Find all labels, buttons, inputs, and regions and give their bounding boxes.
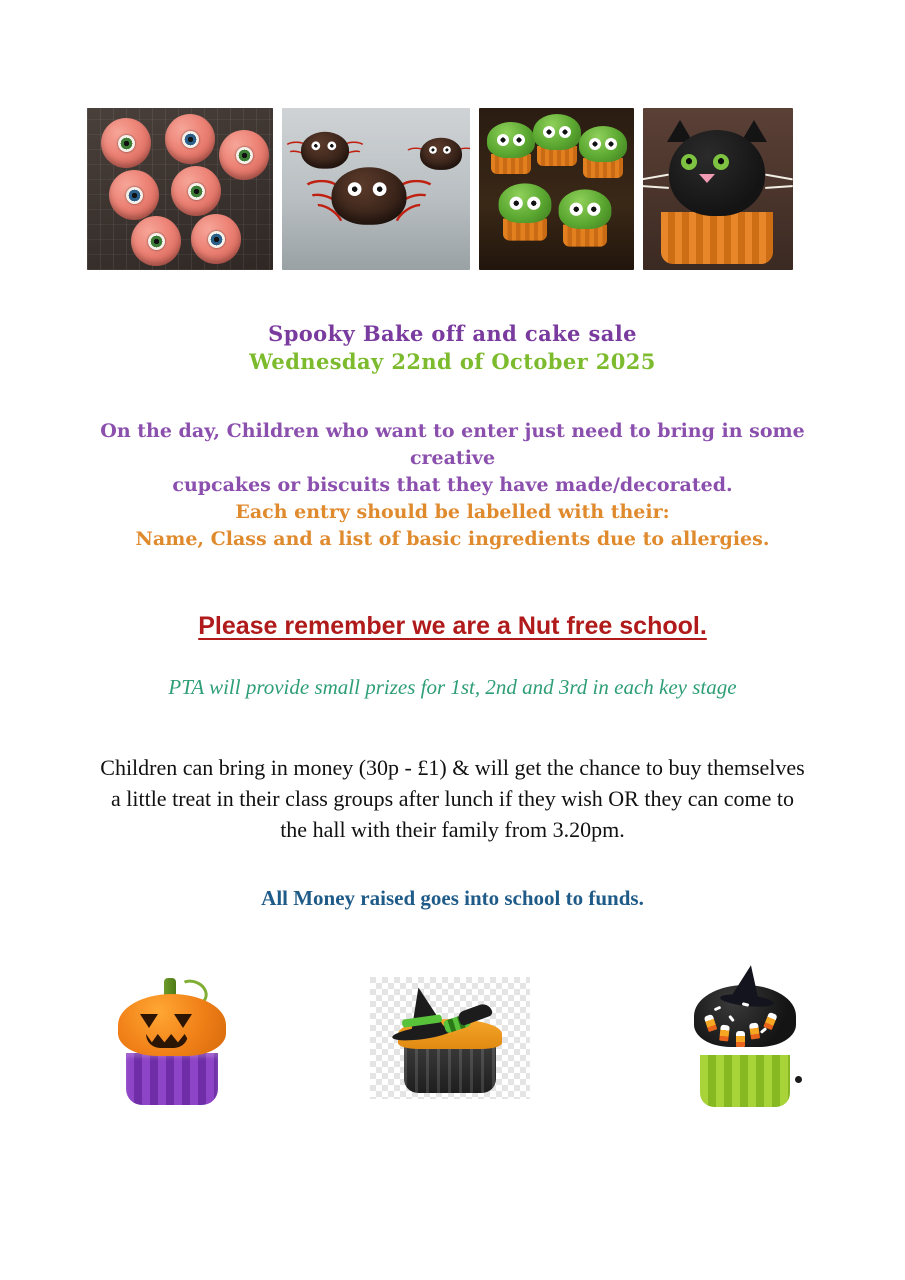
spider-cupcake-graphic [325, 152, 413, 230]
title-line-2: Wednesday 22nd of October 2025 [249, 349, 656, 375]
cupcake-graphic [101, 118, 151, 168]
poster-title [0, 320, 905, 376]
cupcake-graphic [109, 170, 159, 220]
labelling-line-1: Each entry should be labelled with their: [235, 500, 670, 523]
title-line-1: Spooky Bake off and cake sale [268, 321, 637, 346]
funds-line: All Money raised goes into school to funds. [261, 886, 644, 910]
cat-cupcake-graphic [655, 124, 779, 264]
pta-prizes-note: PTA will provide small prizes for 1st, 2nd and 3rd in each key stage [168, 675, 737, 699]
candy-corn-cupcake-clipart [690, 967, 800, 1107]
instructions-line-1: On the day, Children who want to enter just need to bring in some creative [100, 420, 805, 469]
clipart-row [0, 955, 905, 1125]
monster-cupcake-graphic [499, 183, 552, 240]
cupcake-graphic [191, 214, 241, 264]
monster-cupcakes-photo [479, 108, 634, 270]
cupcake-graphic [131, 216, 181, 266]
labelling-line-2: Name, Class and a list of basic ingredients due to allergies. [135, 527, 770, 550]
nut-free-notice: Please remember we are a Nut free school. [198, 612, 707, 640]
instructions-line-2: cupcakes or biscuits that they have made/decorated. [172, 473, 733, 496]
black-cat-cupcake-photo [643, 108, 793, 270]
monster-cupcake-graphic [533, 114, 581, 166]
spider-cupcake-graphic [417, 129, 466, 172]
witch-cupcake-clipart [370, 977, 530, 1099]
pumpkin-cupcake-clipart [112, 970, 230, 1105]
money-paragraph: Children can bring in money (30p - £1) & will get the chance to buy themselves a little treat in their class groups after lunch if they wish OR they can come to the hall with their family from 3.20pm. [100, 755, 805, 843]
cupcake-graphic [171, 166, 221, 216]
cupcake-graphic [165, 114, 215, 164]
cupcake-graphic [219, 130, 269, 180]
monster-cupcake-graphic [559, 189, 612, 246]
monster-cupcake-graphic [487, 122, 535, 174]
monster-cupcake-graphic [579, 126, 627, 178]
photo-strip [87, 108, 803, 270]
eyeball-cupcakes-photo [87, 108, 273, 270]
entry-instructions [95, 418, 810, 553]
spider-cupcakes-photo [282, 108, 470, 270]
